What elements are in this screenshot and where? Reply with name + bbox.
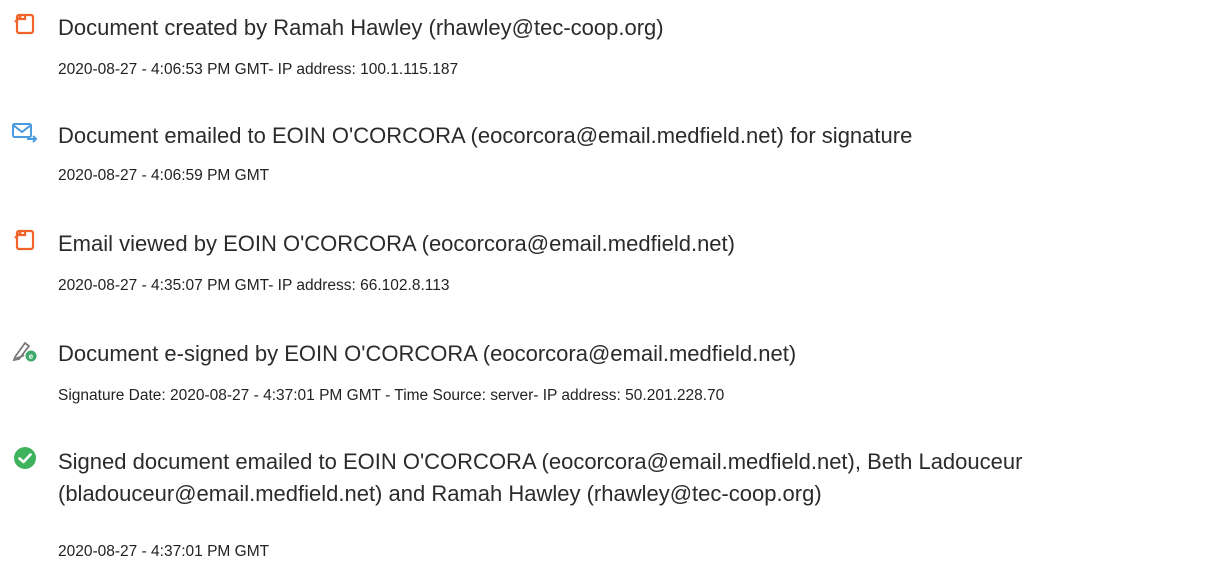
event-timestamp: 2020-08-27 - 4:37:01 PM GMT xyxy=(58,543,270,560)
event-title: Document created by Ramah Hawley (rhawley@tec-coop.org) xyxy=(58,15,664,40)
event-title: Document emailed to EOIN O'CORCORA (eocorcora@email.medfield.net) for signature xyxy=(58,123,913,148)
event-timestamp: 2020-08-27 - 4:35:07 PM GMT- IP address: 66.102.8.113 xyxy=(58,277,450,294)
event-timestamp: 2020-08-27 - 4:06:53 PM GMT- IP address: 100.1.115.187 xyxy=(58,61,459,78)
document-icon xyxy=(12,11,38,37)
email-icon xyxy=(12,119,38,145)
event-timestamp: 2020-08-27 - 4:06:59 PM GMT xyxy=(58,167,270,184)
event-title: Email viewed by EOIN O'CORCORA (eocorcora@email.medfield.net) xyxy=(58,231,735,256)
event-timestamp: Signature Date: 2020-08-27 - 4:37:01 PM GMT - Time Source: server- IP address: 50.201.228.70 xyxy=(58,387,725,404)
signature-icon xyxy=(12,337,38,363)
document-icon xyxy=(12,227,38,253)
event-title: Document e-signed by EOIN O'CORCORA (eocorcora@email.medfield.net) xyxy=(58,341,797,366)
event-title: Signed document emailed to EOIN O'CORCORA (eocorcora@email.medfield.net), Beth Ladouceur (bladouceur@email.medfield.net) and Ramah Hawley (rhawley@tec-coop.org) xyxy=(58,449,1023,506)
check-icon xyxy=(12,445,38,471)
svg-text:e: e xyxy=(28,352,34,361)
